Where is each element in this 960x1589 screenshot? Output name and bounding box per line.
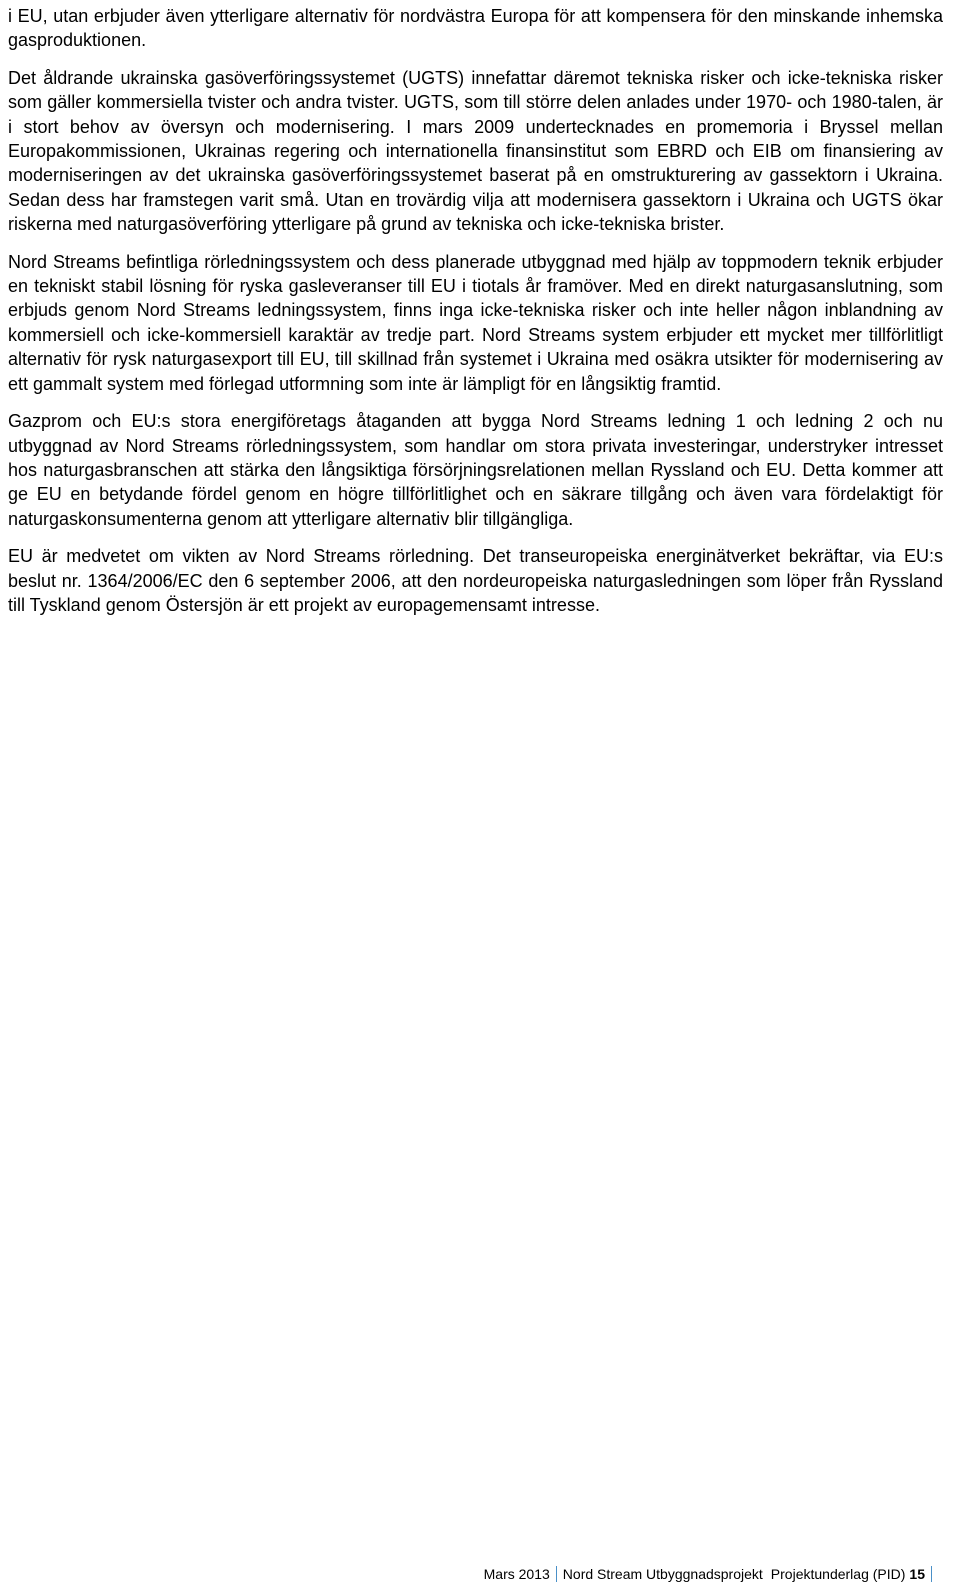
paragraph-2: Det åldrande ukrainska gasöverföringssystemet (UGTS) innefattar däremot tekniska risker och icke-tekniska risker som gäller kommersiella tvister och andra tvister. UGTS, som till större delen anlades under 1970- och 1980-talen, är i stort behov av översyn och modernisering. I mars 2009 undertecknades en promemoria i Bryssel mellan Europakommissionen, Ukrainas regering och internationella finansinstitut som EBRD och EIB om finansiering av moderniseringen av det ukrainska gasöverföringssystemet baserat på en omstrukturering av gassektorn i Ukraina. Sedan dess har framstegen varit små. Utan en trovärdig vilja att modernisera gassektorn i Ukraina och UGTS ökar riskerna med naturgasöverföring ytterligare på grund av tekniska och icke-tekniska brister.: [8, 67, 943, 235]
paragraph-1: i EU, utan erbjuder även ytterligare alternativ för nordvästra Europa för att kompensera för den minskande inhemska gasproduktionen.: [8, 6, 943, 51]
footer-page-number: 15: [909, 1566, 925, 1582]
paragraph-5: EU är medvetet om vikten av Nord Streams rörledning. Det transeuropeiska energinätverket bekräftar, via EU:s beslut nr. 1364/2006/EC den 6 september 2006, att den nordeuropeiska naturgasledningen som löper från Ryssland till Tyskland genom Östersjön är ett projekt av europagemensamt intresse.: [8, 546, 943, 615]
paragraph-3: Nord Streams befintliga rörledningssystem och dess planerade utbyggnad med hjälp av toppmodern teknik erbjuder en tekniskt stabil lösning för ryska gasleveranser till EU i tiotals år framöver. Med en direkt naturgasanslutning, som erbjuds genom Nord Streams ledningssystem, finns inga icke-tekniska risker och inte heller någon inblandning av kommersiell och icke-kommersiell karaktär av tredje part. Nord Streams system erbjuder ett mycket mer tillförlitligt alternativ för rysk naturgasexport till EU, till skillnad från systemet i Ukraina med osäkra utsikter för modernisering av ett gammalt system med förlegad utformning som inte är lämpligt för en långsiktig framtid.: [8, 251, 943, 394]
document-body: [8, 4, 943, 630]
footer-doc-type: Projektunderlag (PID): [770, 1566, 906, 1582]
footer-date: Mars 2013: [483, 1566, 550, 1582]
paragraph-4: Gazprom och EU:s stora energiföretags åtaganden att bygga Nord Streams ledning 1 och ledning 2 och nu utbyggnad av Nord Streams rörledningssystem, som handlar om stora privata investeringar, understryker intresset hos naturgasbranschen att stärka den långsiktiga försörjningsrelationen mellan Ryssland och EU. Detta kommer att ge EU en betydande fördel genom en högre tillförlitlighet och en säkrare tillgång och även vara fördelaktigt för naturgaskonsumenterna genom att ytterligare alternativ blir tillgängliga.: [8, 411, 943, 529]
footer-project-name: Nord Stream Utbyggnadsprojekt: [562, 1566, 763, 1582]
footer-separator-end: [931, 1566, 932, 1582]
footer-separator: [556, 1566, 557, 1582]
page-footer: [484, 1565, 938, 1583]
